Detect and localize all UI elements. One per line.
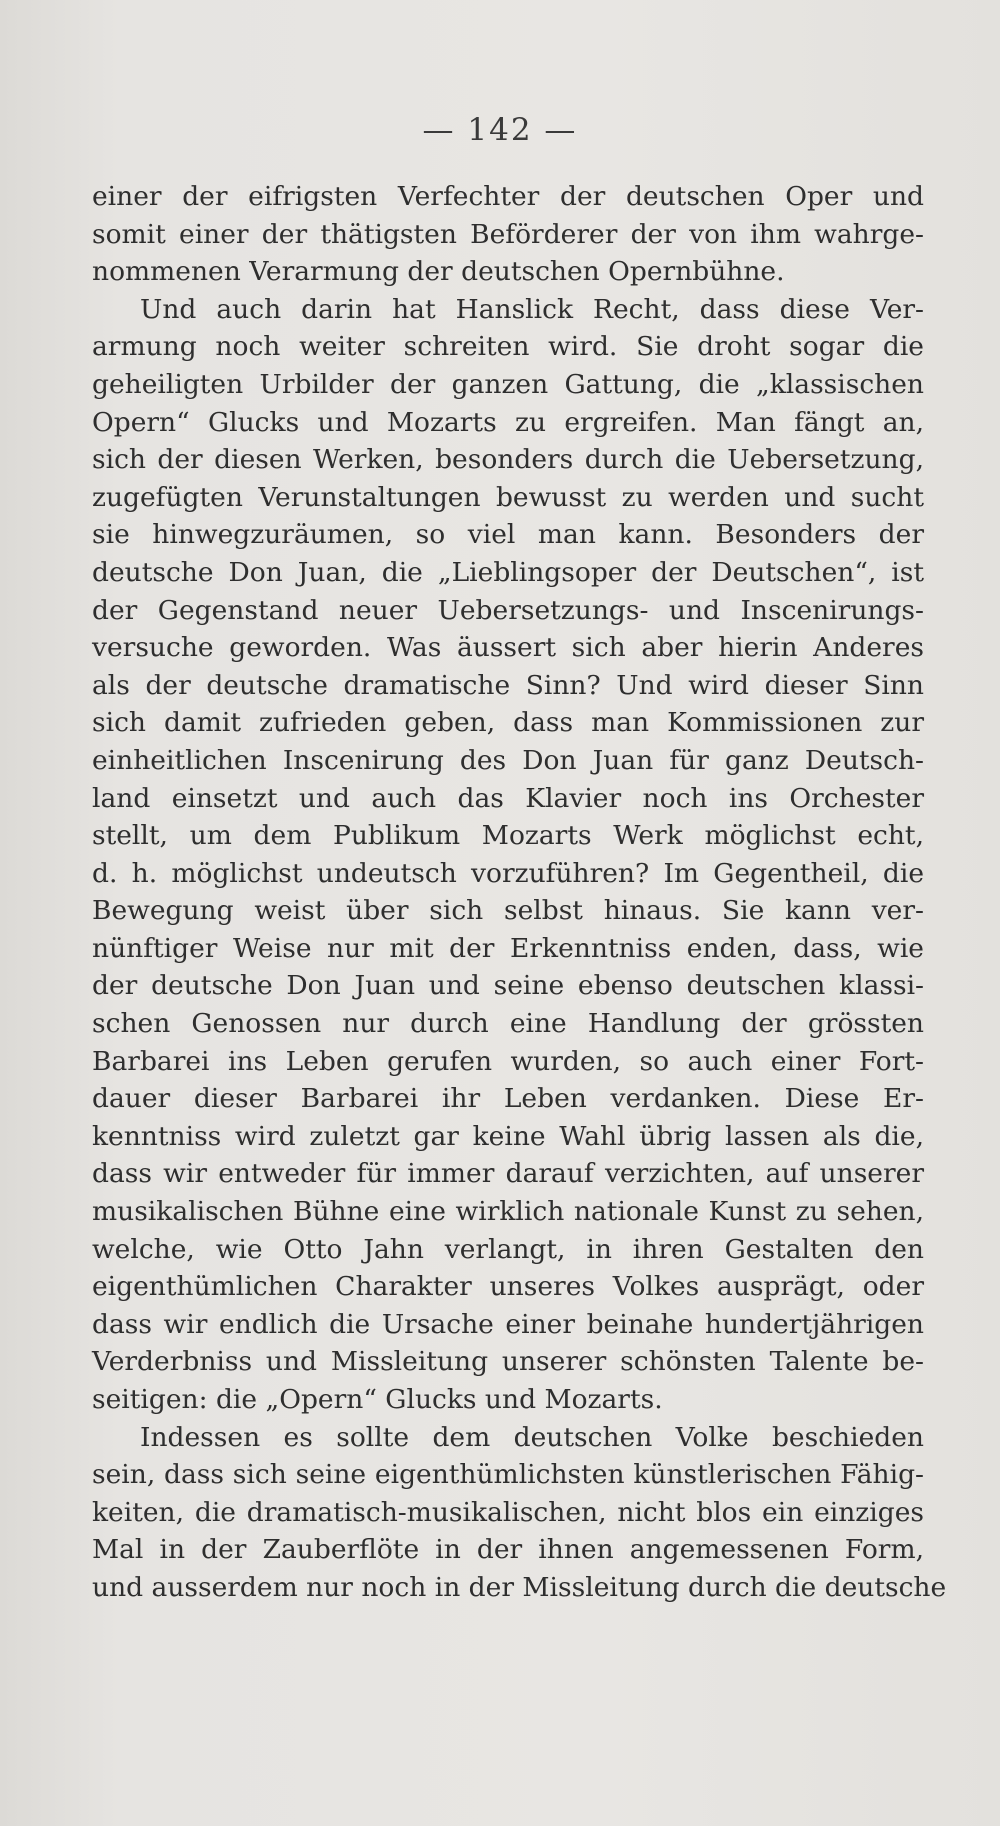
text-line: musikalischen Bühne eine wirklich nationale Kunst zu sehen,: [92, 1196, 924, 1228]
text-line: land einsetzt und auch das Klavier noch ins Orchester: [92, 782, 924, 814]
text-line: als der deutsche dramatische Sinn? Und wird dieser Sinn: [92, 669, 924, 701]
text-line: einheitlichen Inscenirung des Don Juan für ganz Deutsch-: [92, 744, 924, 776]
text-line: sie hinwegzuräumen, so viel man kann. Besonders der: [92, 519, 924, 551]
text-line: welche, wie Otto Jahn verlangt, in ihren Gestalten den: [92, 1233, 924, 1265]
text-line: nünftiger Weise nur mit der Erkenntniss enden, dass, wie: [92, 932, 924, 964]
text-line: sich der diesen Werken, besonders durch die Uebersetzung,: [92, 444, 924, 476]
text-line: keiten, die dramatisch-musikalischen, nicht blos ein einziges: [92, 1496, 924, 1528]
text-line: sich damit zufrieden geben, dass man Kommissionen zur: [92, 707, 924, 739]
text-line: dass wir entweder für immer darauf verzichten, auf unserer: [92, 1158, 924, 1190]
body-text: [92, 178, 947, 1607]
text-line: Barbarei ins Leben gerufen wurden, so auch einer Fort-: [92, 1045, 924, 1077]
text-line: und ausserdem nur noch in der Missleitung durch die deutsche: [92, 1571, 947, 1603]
text-line: dauer dieser Barbarei ihr Leben verdanken. Diese Er-: [92, 1083, 924, 1115]
text-line: sein, dass sich seine eigenthümlichsten künstlerischen Fähig-: [92, 1459, 924, 1491]
text-line: Mal in der Zauberflöte in der ihnen angemessenen Form,: [92, 1534, 924, 1566]
text-line: seitigen: die „Opern“ Glucks und Mozarts.: [92, 1384, 663, 1415]
text-line: versuche geworden. Was äussert sich aber hierin Anderes: [92, 632, 924, 664]
text-line: schen Genossen nur durch eine Handlung der grössten: [92, 1008, 924, 1040]
text-line: Und auch darin hat Hanslick Recht, dass diese Ver-: [140, 293, 924, 325]
text-line: der deutsche Don Juan und seine ebenso deutschen klassi-: [92, 970, 924, 1002]
page-number-header: — 142 —: [422, 112, 578, 148]
text-line: geheiligten Urbilder der ganzen Gattung, die „klassischen: [92, 368, 924, 400]
text-line: stellt, um dem Publikum Mozarts Werk möglichst echt,: [92, 820, 924, 852]
text-line: somit einer der thätigsten Beförderer der von ihm wahrge-: [92, 218, 924, 250]
text-line: armung noch weiter schreiten wird. Sie droht sogar die: [92, 331, 924, 363]
text-line: nommenen Verarmung der deutschen Opernbühne.: [92, 256, 785, 288]
text-line: zugefügten Verunstaltungen bewusst zu werden und sucht: [92, 481, 924, 513]
text-line: eigenthümlichen Charakter unseres Volkes ausprägt, oder: [92, 1271, 924, 1303]
text-line: Bewegung weist über sich selbst hinaus. Sie kann ver-: [92, 895, 924, 927]
text-line: dass wir endlich die Ursache einer beinahe hundertjährigen: [92, 1308, 924, 1340]
text-line: Indessen es sollte dem deutschen Volke beschieden: [140, 1421, 924, 1453]
text-line: Verderbniss und Missleitung unserer schönsten Talente be-: [92, 1346, 924, 1378]
text-line: deutsche Don Juan, die „Lieblingsoper der Deutschen“, ist: [92, 556, 924, 588]
text-line: einer der eifrigsten Verfechter der deutschen Oper und: [92, 181, 924, 212]
text-line: der Gegenstand neuer Uebersetzungs- und Inscenirungs-: [92, 594, 924, 626]
text-line: kenntniss wird zuletzt gar keine Wahl übrig lassen als die,: [92, 1120, 924, 1152]
text-line: Opern“ Glucks und Mozarts zu ergreifen. Man fängt an,: [92, 406, 924, 438]
text-line: d. h. möglichst undeutsch vorzuführen? Im Gegentheil, die: [92, 857, 924, 889]
